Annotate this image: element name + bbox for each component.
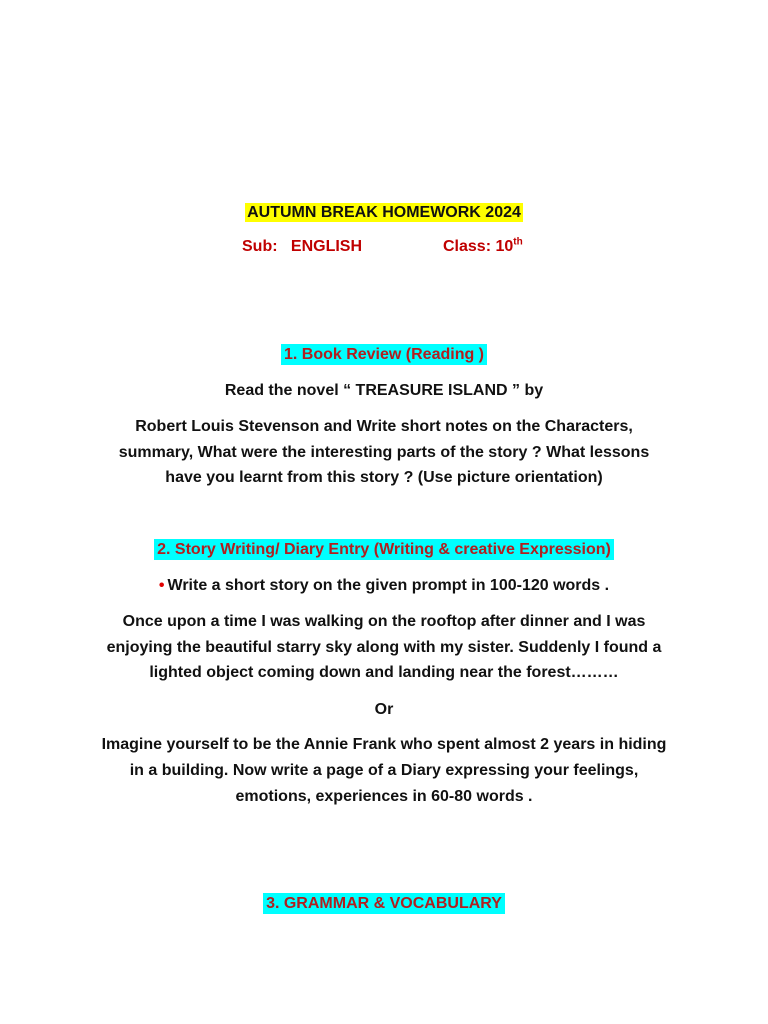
- section-2-heading-row: [0, 537, 768, 563]
- subject-value: ENGLISH: [290, 238, 363, 255]
- alt-prompt-line: emotions, experiences in 60-80 words .: [235, 788, 533, 805]
- document-title-row: [0, 200, 768, 226]
- section-1-line: Read the novel “ TREASURE ISLAND ” by: [224, 382, 544, 399]
- section-2-bullet-line: [0, 573, 768, 599]
- section-1-line: summary, What were the interesting parts of the story ? What lessons: [118, 444, 650, 461]
- alt-prompt-line: in a building. Now write a page of a Diary expressing your feelings,: [129, 762, 639, 779]
- subject: [242, 234, 362, 260]
- prompt-line: enjoying the beautiful starry sky along with my sister. Suddenly I found a: [106, 639, 662, 656]
- section-1-line: have you learnt from this story ? (Use picture orientation): [165, 469, 603, 486]
- class-suffix: th: [513, 236, 523, 248]
- or-separator: Or: [374, 701, 394, 718]
- section-1-heading: 1. Book Review (Reading ): [281, 344, 487, 365]
- alt-prompt-line: Imagine yourself to be the Annie Frank who spent almost 2 years in hiding: [101, 736, 667, 753]
- section-2-instruction: Write a short story on the given prompt in 100-120 words .: [167, 577, 610, 594]
- subject-class-row: [0, 234, 768, 260]
- class-info: [443, 234, 523, 260]
- class-label: Class: 10: [443, 238, 514, 255]
- prompt-line: lighted object coming down and landing near the forest………: [149, 664, 619, 681]
- document-title: AUTUMN BREAK HOMEWORK 2024: [247, 204, 521, 221]
- subject-label: Sub:: [242, 238, 278, 255]
- bullet-icon: •: [158, 577, 165, 594]
- section-1-heading-row: [0, 342, 768, 368]
- prompt-line: Once upon a time I was walking on the rooftop after dinner and I was: [122, 613, 646, 630]
- section-2-heading: 2. Story Writing/ Diary Entry (Writing & creative Expression): [154, 539, 614, 560]
- section-1-line: Robert Louis Stevenson and Write short notes on the Characters,: [135, 418, 633, 435]
- section-3-heading-row: [0, 891, 768, 917]
- section-3-heading: 3. GRAMMAR & VOCABULARY: [263, 893, 505, 914]
